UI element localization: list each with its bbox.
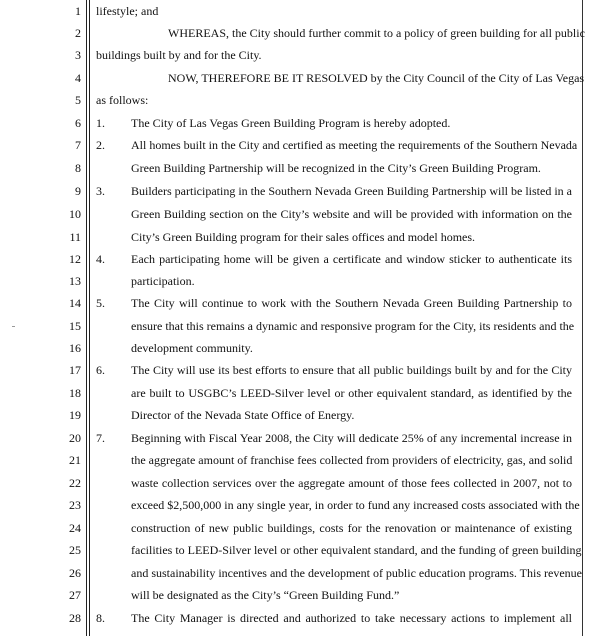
document-line xyxy=(0,427,600,449)
line-text: Green Building Partnership will be recognized in the City’s Green Building Program. xyxy=(131,161,541,175)
document-line xyxy=(0,270,600,292)
line-number: 22 xyxy=(69,476,81,490)
line-number: 5 xyxy=(75,93,81,107)
document-line xyxy=(0,157,600,179)
item-number: 1. xyxy=(96,116,105,130)
line-text: facilities to LEED-Silver level or other equivalent standard, and the funding of green building xyxy=(131,543,582,557)
line-text: The City will continue to work with the Southern Nevada Green Building Partnership to xyxy=(131,296,572,310)
document-line xyxy=(0,67,600,89)
line-text: buildings built by and for the City. xyxy=(96,48,262,62)
item-number: 4. xyxy=(96,252,105,266)
line-number: 28 xyxy=(69,611,81,625)
line-number: 19 xyxy=(69,408,81,422)
line-text: Builders participating in the Southern Nevada Green Building Partnership will be listed in a xyxy=(131,184,572,198)
item-number: 7. xyxy=(96,431,105,445)
line-text: The City of Las Vegas Green Building Program is hereby adopted. xyxy=(131,116,451,130)
item-number: 8. xyxy=(96,611,105,625)
line-text: the aggregate amount of franchise fees collected from providers of electricity, gas, and solid xyxy=(131,453,573,467)
line-text: participation. xyxy=(131,274,195,288)
line-text: Director of the Nevada State Office of Energy. xyxy=(131,408,355,422)
document-line xyxy=(0,248,600,270)
line-text: construction of new public buildings, costs for the renovation or maintenance of existing xyxy=(131,521,572,535)
line-text: as follows: xyxy=(96,93,149,107)
line-number: 3 xyxy=(75,48,81,62)
line-number: 16 xyxy=(69,341,81,355)
line-text: Beginning with Fiscal Year 2008, the City will dedicate 25% of any incremental increase in xyxy=(131,431,572,445)
document-line xyxy=(0,0,600,22)
line-text: and sustainability incentives and the development of public education programs. This revenue xyxy=(131,566,582,580)
line-number: 17 xyxy=(69,363,81,377)
line-number: 1 xyxy=(75,4,81,18)
line-text: Each participating home will be given a certificate and window sticker to authenticate its xyxy=(131,252,572,266)
line-text: NOW, THEREFORE BE IT RESOLVED by the City Council of the City of Las Vegas xyxy=(168,71,585,85)
line-number: 24 xyxy=(69,521,81,535)
document-line xyxy=(0,89,600,111)
document-line xyxy=(0,134,600,156)
line-number: 2 xyxy=(75,26,81,40)
line-number: 10 xyxy=(69,207,81,221)
line-number: 25 xyxy=(69,543,81,557)
document-line xyxy=(0,517,600,539)
line-number: 12 xyxy=(69,252,81,266)
line-number: 14 xyxy=(69,296,81,310)
document-line xyxy=(0,22,600,44)
document-line xyxy=(0,315,600,337)
line-number: 26 xyxy=(69,566,81,580)
line-text: The City will use its best efforts to ensure that all public buildings built by and for the City xyxy=(131,363,572,377)
document-line xyxy=(0,203,600,225)
line-number: 20 xyxy=(69,431,81,445)
line-text: lifestyle; and xyxy=(96,4,159,18)
document-line xyxy=(0,472,600,494)
document-line xyxy=(0,226,600,248)
document-line xyxy=(0,112,600,134)
item-number: 3. xyxy=(96,184,105,198)
line-text: exceed $2,500,000 in any single year, in order to fund any increased costs associated with the xyxy=(131,498,580,512)
document-line xyxy=(0,180,600,202)
document-line xyxy=(0,337,600,359)
document-line xyxy=(0,562,600,584)
line-number: 13 xyxy=(69,274,81,288)
line-number: 18 xyxy=(69,386,81,400)
line-number: 15 xyxy=(69,319,81,333)
line-number: 9 xyxy=(75,184,81,198)
line-number: 11 xyxy=(69,230,81,244)
item-number: 5. xyxy=(96,296,105,310)
line-text: The City Manager is directed and authorized to take necessary actions to implement all xyxy=(131,611,572,625)
line-number: 21 xyxy=(69,453,81,467)
line-number: 23 xyxy=(69,498,81,512)
document-line xyxy=(0,44,600,66)
line-text: City’s Green Building program for their sales offices and model homes. xyxy=(131,230,476,244)
document-line xyxy=(0,584,600,606)
line-number: 27 xyxy=(69,588,81,602)
line-number: 8 xyxy=(75,161,81,175)
line-text: Green Building section on the City’s website and will be provided with information on the xyxy=(131,207,572,221)
document-line xyxy=(0,494,600,516)
document-line xyxy=(0,292,600,314)
document-line xyxy=(0,382,600,404)
line-text: All homes built in the City and certified as meeting the requirements of the Southern Nevada xyxy=(131,138,578,152)
line-text: WHEREAS, the City should further commit to a policy of green building for all public xyxy=(168,26,585,40)
line-text: development community. xyxy=(131,341,253,355)
line-text: waste collection services over the aggregate amount of those fees collected in 2007, not to xyxy=(131,476,572,490)
document-line xyxy=(0,449,600,471)
document-line xyxy=(0,539,600,561)
document-line xyxy=(0,404,600,426)
line-text: are built to USGBC’s LEED-Silver level or other equivalent standard, as identified by the xyxy=(131,386,572,400)
line-number: 4 xyxy=(75,71,81,85)
item-number: 2. xyxy=(96,138,105,152)
document-line xyxy=(0,607,600,629)
document-line xyxy=(0,359,600,381)
line-number: 6 xyxy=(75,116,81,130)
line-number: 7 xyxy=(75,138,81,152)
line-text: ensure that this remains a dynamic and responsive program for the City, its residents and the xyxy=(131,319,575,333)
item-number: 6. xyxy=(96,363,105,377)
line-text: will be designated as the City’s “Green Building Fund.” xyxy=(131,588,400,602)
